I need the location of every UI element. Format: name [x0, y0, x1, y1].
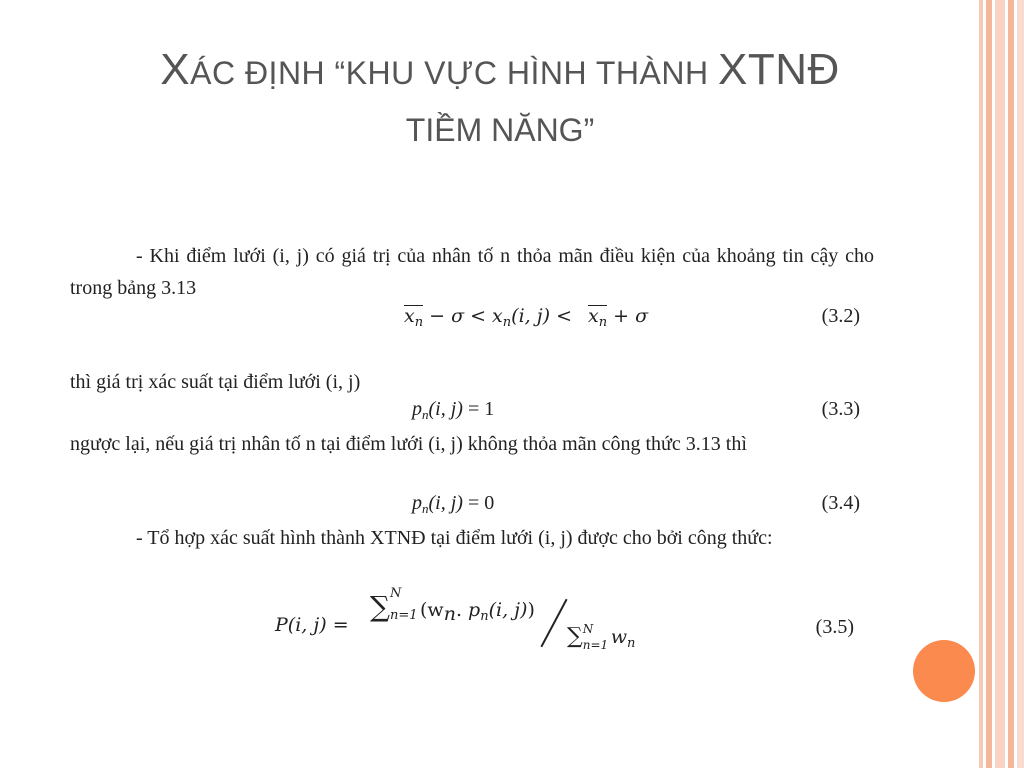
- paragraph-4: - Tổ hợp xác suất hình thành XTNĐ tại điểm lưới (i, j) được cho bởi công thức:: [136, 527, 773, 549]
- paragraph-3: ngược lại, nếu giá trị nhân tố n tại điểm lưới (i, j) không thỏa mãn công thức 3.13 thì: [70, 433, 747, 455]
- equation-number: (3.4): [821, 492, 860, 514]
- title-line1-text: ÁC ĐỊNH “KHU VỰC HÌNH THÀNH: [190, 55, 718, 91]
- decor-stripe-1: [979, 0, 983, 768]
- decor-stripe-2: [986, 0, 992, 768]
- decor-stripe-4: [1008, 0, 1014, 768]
- equation-number: (3.2): [821, 305, 860, 327]
- equation-rhs: = 1: [462, 398, 495, 420]
- title-line2: TIỀM NĂNG”: [405, 112, 595, 148]
- title-initial-cap: X: [160, 45, 191, 94]
- equation-3-2: $x_n - \sigma < x_n(i$, $j) < x_n + \sigma$ (3.2): [70, 305, 874, 335]
- equation-3-3: $p_n(i$, j) = 1 (3.3): [412, 398, 860, 422]
- orange-circle-decoration: [913, 640, 975, 702]
- equation-number: (3.3): [821, 398, 860, 420]
- equation-rhs: = 0: [462, 492, 495, 514]
- decor-stripe-3: [995, 0, 1005, 768]
- title-acronym: XTNĐ: [717, 45, 840, 94]
- decor-stripe-5: [1017, 0, 1024, 768]
- paragraph-1: - Khi điểm lưới (i, j) có giá trị của nhân tố n thỏa mãn điều kiện của khoảng tin cậy cho trong bảng 3.13: [70, 245, 874, 299]
- equation-number: (3.5): [815, 616, 854, 638]
- paragraph-2: thì giá trị xác suất tại điểm lưới (i, j): [70, 371, 361, 393]
- equation-3-4: $p_n(i$, j) = 0 (3.4): [412, 492, 860, 516]
- slide-title: [60, 45, 940, 148]
